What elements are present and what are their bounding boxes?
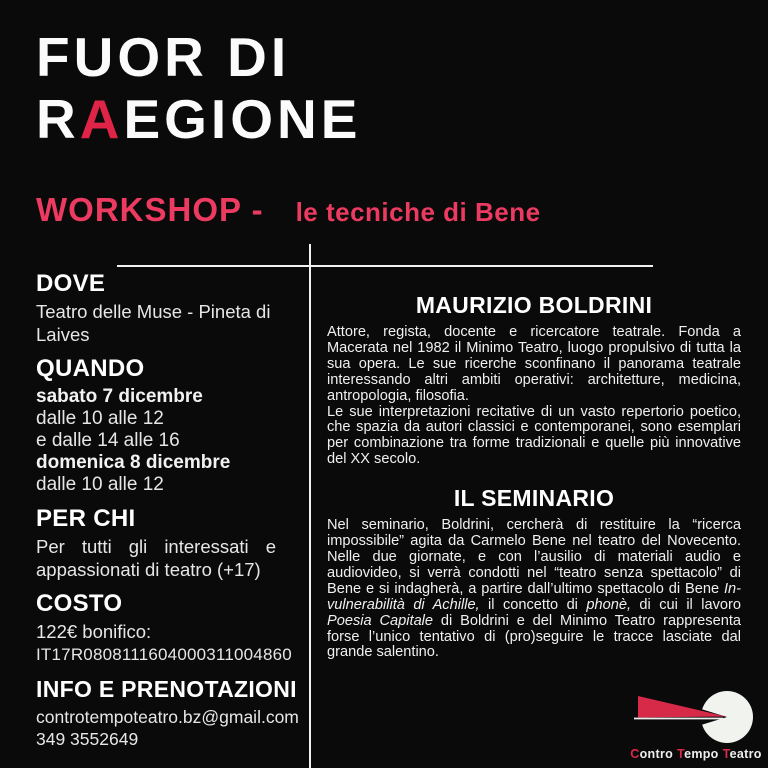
contro-tempo-teatro-logo-icon <box>626 688 766 746</box>
divider-horizontal <box>117 265 653 267</box>
seminario-text: Nel seminario, Boldrini, cercherà di restituire la “ricerca impossibile” agita da Carmelo Bene nel teatro del Novecento. Nelle due giornate, e con l’ausilio di materiali audio e audiovideo, si verrà condotti nel “teatro senza spettacolo” di Bene e si indagherà, a partire dall’ultimo spettacolo di Bene In-vulnerabilità di Achille, il concetto di phonè, di cui il lavoro Poesia Capitale di Boldrini e del Minimo Teatro rappresenta forse l’unico tentativo di (pro)seguire le tracce lasciate dal grande salentino. <box>327 517 741 661</box>
title-line2: RAEGIONE <box>36 88 362 150</box>
quando-line-4: domenica 8 dicembre <box>36 452 231 473</box>
title-line1: FUOR DI <box>36 26 291 88</box>
section-costo-heading: COSTO <box>36 590 123 617</box>
section-quando-heading: QUANDO <box>36 355 145 382</box>
accent-letter: A <box>79 88 124 150</box>
quando-line-5: dalle 10 alle 12 <box>36 474 164 495</box>
seminario-heading: IL SEMINARIO <box>453 485 615 512</box>
workshop-topic: le tecniche di Bene <box>295 197 541 227</box>
workshop-label: WORKSHOP - <box>36 191 264 228</box>
section-perchi-heading: PER CHI <box>36 505 136 532</box>
seminario-italic-title-2: Poesia Capitale <box>327 612 434 629</box>
costo-text: 122€ bonifico: <box>36 621 152 642</box>
info-email: controtempoteatro.bz@gmail.com <box>36 706 299 727</box>
dove-text: Teatro delle Muse - Pineta di Laives <box>36 301 271 345</box>
section-info-heading: INFO E PRENOTAZIONI <box>36 675 297 702</box>
details-column <box>36 270 300 751</box>
costo-iban: IT17R0808111604000311004860 <box>36 644 292 664</box>
quando-line-3: e dalle 14 alle 16 <box>36 430 180 451</box>
description-column <box>327 292 741 661</box>
boldrini-bio-1: Attore, regista, docente e ricercatore teatrale. Fonda a Macerata nel 1982 il Minimo Teatro, luogo propulsivo di tutta la sua opera. Le sue ricerche sconfinano il panorama teatrale interessando altri ambiti operativi: architetture, medicina, antropologia, filosofia. <box>327 324 741 404</box>
poster-title <box>36 26 361 150</box>
info-phone: 349 3552649 <box>36 729 139 749</box>
section-dove-heading: DOVE <box>36 270 106 297</box>
logo-text: Contro Tempo Teatro <box>630 747 762 761</box>
workshop-subtitle <box>36 191 541 229</box>
quando-line-1: sabato 7 dicembre <box>36 386 203 407</box>
boldrini-bio-2: Le sue interpretazioni recitative di un vasto repertorio poetico, che spazia da autori classici e contemporanei, sono esemplari per combinazione tra forme tradizionali e quelle più innovative del XX secolo. <box>327 403 741 468</box>
divider-vertical <box>309 244 311 768</box>
quando-line-2: dalle 10 alle 12 <box>36 408 164 429</box>
seminario-italic-title-1: In-vulnerabilità di Achille, <box>327 580 741 613</box>
perchi-text: Per tutti gli interessati e appassionati di teatro (+17) <box>36 536 276 580</box>
seminario-italic-term: phonè, <box>586 596 631 613</box>
boldrini-heading: MAURIZIO BOLDRINI <box>415 292 653 318</box>
